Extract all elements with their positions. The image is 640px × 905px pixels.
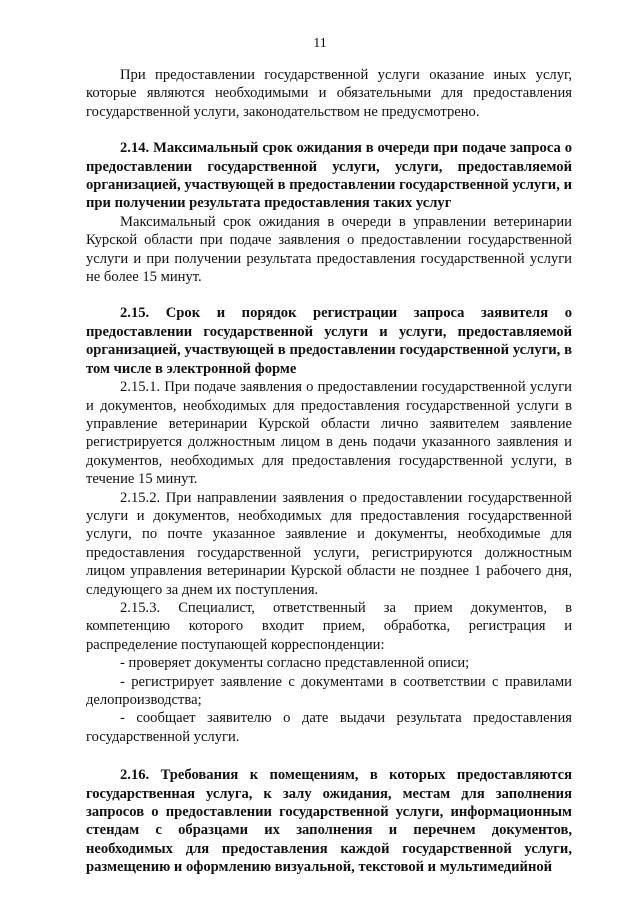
heading-2-14: 2.14. Максимальный срок ожидания в очереди при подаче запроса о предоставлении государственной услуги, услуги, предоставляемой организацией, участвующей в предоставлении государственной услуги, и при получении результата предоставления таких услуг	[86, 140, 572, 212]
paragraph-2-14: Максимальный срок ожидания в очереди в управлении ветеринарии Курской области при подаче заявления о предоставлении государственной услуги и при получении результата предоставления государственной услуги не более 15 минут.	[86, 213, 572, 286]
list-item: - сообщает заявителю о дате выдачи результата предоставления государственной услуги.	[86, 710, 572, 745]
page-content	[86, 66, 572, 877]
paragraph-2-15-3: 2.15.3. Специалист, ответственный за прием документов, в компетенцию которого входит прием, обработка, регистрация и распределение поступающей корреспонденции:	[86, 599, 572, 653]
paragraph-2-15-1: 2.15.1. При подаче заявления о предоставлении государственной услуги и документов, необходимых для предоставления государственной услуги в управление ветеринарии Курской области лично заявителем заявление регистрируется должностным лицом в день подачи указанного заявления и документов, необходимых для предоставления государственной услуги, в течение 15 минут.	[86, 379, 572, 488]
paragraph-other-services: При предоставлении государственной услуги оказание иных услуг, которые являются необходимыми и обязательными для предоставления государственной услуги, законодательством не предусмотрено.	[86, 67, 572, 120]
heading-2-16: 2.16. Требования к помещениям, в которых предоставляются государственная услуга, к залу ожидания, местам для заполнения запросов о предоставлении государственной услуги, информационным стендам с образцами их заполнения и перечнем документов, необходимых для предоставления каждой государственной услуги, размещению и оформлению визуальной, текстовой и мультимедийной	[86, 767, 572, 876]
list-item: - регистрирует заявление с документами в соответствии с правилами делопроизводства;	[86, 673, 572, 708]
paragraph-2-15-2: 2.15.2. При направлении заявления о предоставлении государственной услуги и документов, необходимых для предоставления государственной услуги, по почте указанное заявление и документы, необходимые для предоставления государственной услуги, регистрируются должностным лицом управления ветеринарии Курской области не позднее 1 рабочего дня, следующего за днем их поступления.	[86, 489, 572, 598]
list-item: - проверяет документы согласно представленной описи;	[120, 655, 470, 672]
heading-2-15: 2.15. Срок и порядок регистрации запроса заявителя о предоставлении государственной услуги и услуги, предоставляемой организацией, участвующей в предоставлении государственной услуги, в том числе в электронной форме	[86, 305, 572, 377]
page-number: 11	[313, 36, 327, 51]
